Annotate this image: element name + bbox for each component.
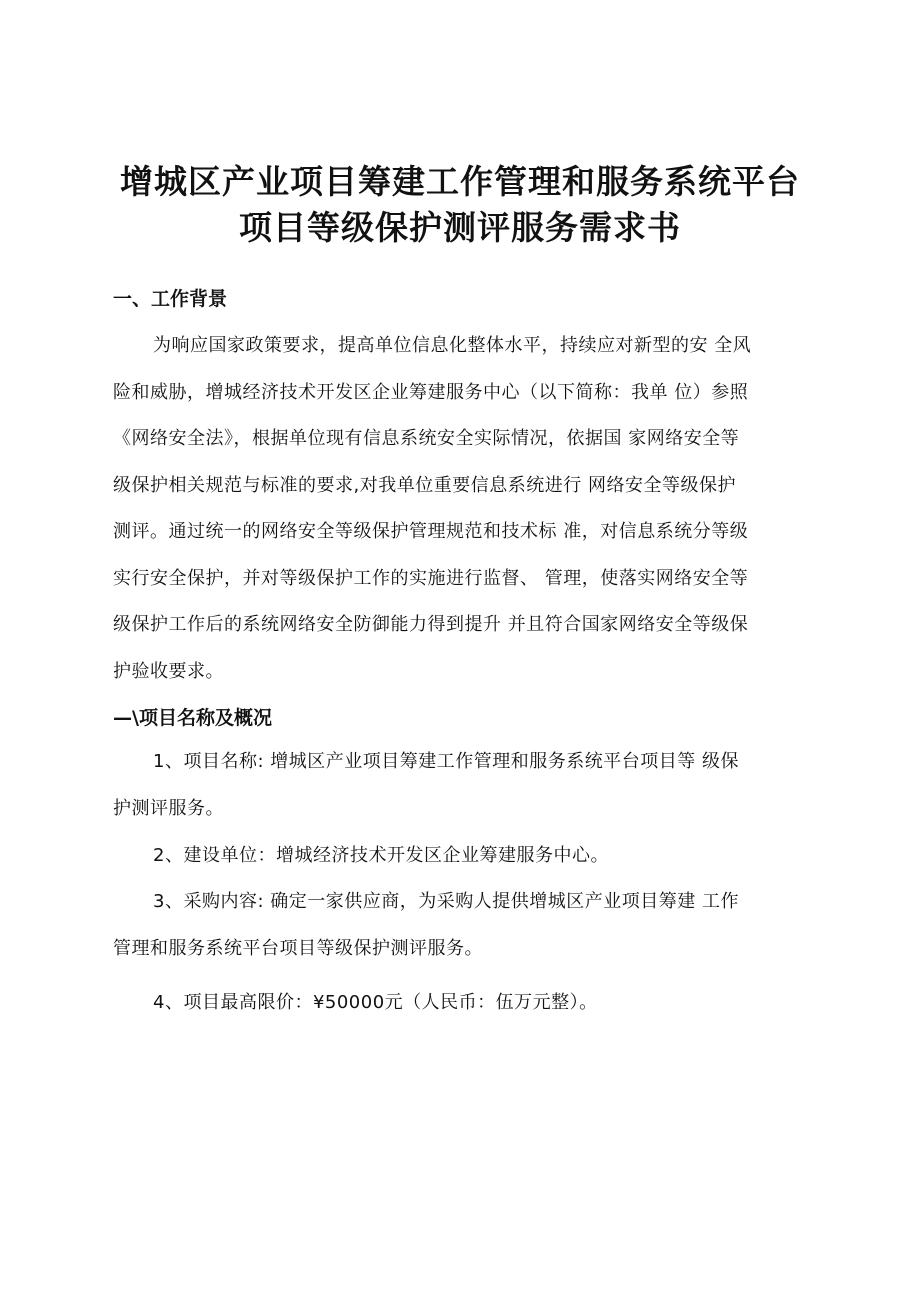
procurement-content-item xyxy=(113,879,807,972)
document-title-line-2: 项目等级保护测评服务需求书 xyxy=(239,208,681,247)
paragraph-line: 护验收要求。 xyxy=(113,660,224,682)
paragraph-line: 级保护工作后的系统网络安全防御能力得到提升 并且符合国家网络安全等级保 xyxy=(113,614,749,635)
project-name-item xyxy=(113,739,807,832)
paragraph-line: 测评。通过统一的网络安全等级保护管理规范和技术标 准，对信息系统分等级 xyxy=(113,521,749,542)
paragraph-line: 为响应国家政策要求，提高单位信息化整体水平，持续应对新型的安 全风 xyxy=(153,335,752,356)
section-heading-background: 一、工作背景 xyxy=(113,288,228,310)
construction-unit-line: 2、建设单位：增城经济技术开发区企业筹建服务中心。 xyxy=(153,845,609,866)
construction-unit-item xyxy=(113,833,807,880)
section-heading-project-overview: —\项目名称及概况 xyxy=(113,707,272,729)
document-title-line-1: 增城区产业项目筹建工作管理和服务系统平台 xyxy=(120,162,800,201)
procurement-content-line-2: 管理和服务系统平台项目等级保护测评服务。 xyxy=(113,937,483,959)
price-limit-item xyxy=(113,980,807,1027)
paragraph-line: 实行安全保护，并对等级保护工作的实施进行监督、 管理，使落实网络安全等 xyxy=(113,567,749,589)
background-paragraph xyxy=(113,323,807,695)
price-limit-line: 4、项目最高限价：¥50000元（人民币：伍万元整）。 xyxy=(153,992,598,1013)
procurement-content-line-1: 3、采购内容: 确定一家供应商，为采购人提供增城区产业项目筹建 工作 xyxy=(153,891,739,912)
paragraph-line: 险和威胁，增城经济技术开发区企业筹建服务中心（以下简称：我单 位）参照 xyxy=(113,381,749,403)
project-name-line-1: 1、项目名称: 增城区产业项目筹建工作管理和服务系统平台项目等 级保 xyxy=(153,751,739,772)
paragraph-line: 级保护相关规范与标准的要求,对我单位重要信息系统进行 网络安全等级保护 xyxy=(113,474,736,496)
project-name-line-2: 护测评服务。 xyxy=(113,797,224,819)
paragraph-line: 《网络安全法》，根据单位现有信息系统安全实际情况，依据国 家网络安全等 xyxy=(113,428,740,449)
